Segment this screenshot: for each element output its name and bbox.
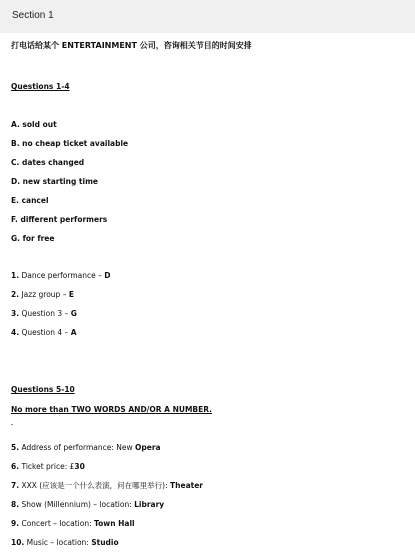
answer-1 (11, 271, 111, 281)
answer-7 (11, 481, 203, 491)
answer-prompt: Concert – location: (19, 519, 94, 528)
option-d: D. new starting time (11, 177, 98, 186)
answer-value: G (70, 309, 77, 318)
option-b: B. no cheap ticket available (11, 139, 129, 148)
option-f: F. different performers (11, 215, 108, 224)
questions-5-10-heading: Questions 5-10 (11, 385, 75, 394)
answer-number: 6. (11, 462, 20, 471)
answer-value: A (70, 328, 77, 337)
answer-2 (11, 290, 74, 300)
answer-value: Town Hall (94, 519, 135, 528)
answer-number: 8. (11, 500, 20, 509)
section-header (0, 0, 415, 33)
answer-value: Theater (170, 481, 204, 490)
section-title: Section 1 (12, 10, 54, 21)
answer-number: 10. (11, 538, 25, 547)
option-g: G. for free (11, 234, 55, 243)
answer-8 (11, 500, 164, 510)
answer-6 (11, 462, 85, 472)
answer-value: E (68, 290, 74, 299)
questions-1-4-heading: Questions 1-4 (11, 82, 70, 91)
answer-10 (11, 538, 119, 548)
answer-5 (11, 443, 161, 453)
task-description: 打电话给某个 ENTERTAINMENT 公司，咨询相关节目的时间安排 (11, 41, 252, 50)
option-c: C. dates changed (11, 158, 85, 167)
answer-prompt: Show (Millennium) – location: (19, 500, 135, 509)
answer-prompt: Address of performance: New (19, 443, 136, 452)
answer-value: Opera (135, 443, 161, 452)
word-limit-instruction: No more than TWO WORDS AND/OR A NUMBER. (11, 405, 213, 414)
answer-value: D (104, 271, 111, 280)
answer-value: Studio (91, 538, 119, 547)
answer-value: Library (134, 500, 165, 509)
answer-prompt: XXX (应该是一个什么表演，问在哪里举行): (19, 481, 171, 490)
answer-4 (11, 328, 77, 338)
answer-prompt: Music – location: (24, 538, 92, 547)
answer-number: 3. (11, 309, 20, 318)
answer-number: 2. (11, 290, 20, 299)
answer-9 (11, 519, 135, 529)
answer-prompt: Question 4 – (19, 328, 71, 337)
answer-number: 1. (11, 271, 20, 280)
answer-number: 4. (11, 328, 20, 337)
option-e: E. cancel (11, 196, 49, 205)
answer-number: 5. (11, 443, 20, 452)
answer-prompt: Question 3 – (19, 309, 71, 318)
answer-number: 7. (11, 481, 20, 490)
answer-prompt: Jazz group – (19, 290, 69, 299)
answer-value: 30 (74, 462, 85, 471)
divider-mark (11, 424, 13, 425)
answer-prompt: Ticket price: £ (19, 462, 75, 471)
answer-prompt: Dance performance – (19, 271, 105, 280)
option-a: A. sold out (11, 120, 57, 129)
answer-3 (11, 309, 77, 319)
answer-number: 9. (11, 519, 20, 528)
